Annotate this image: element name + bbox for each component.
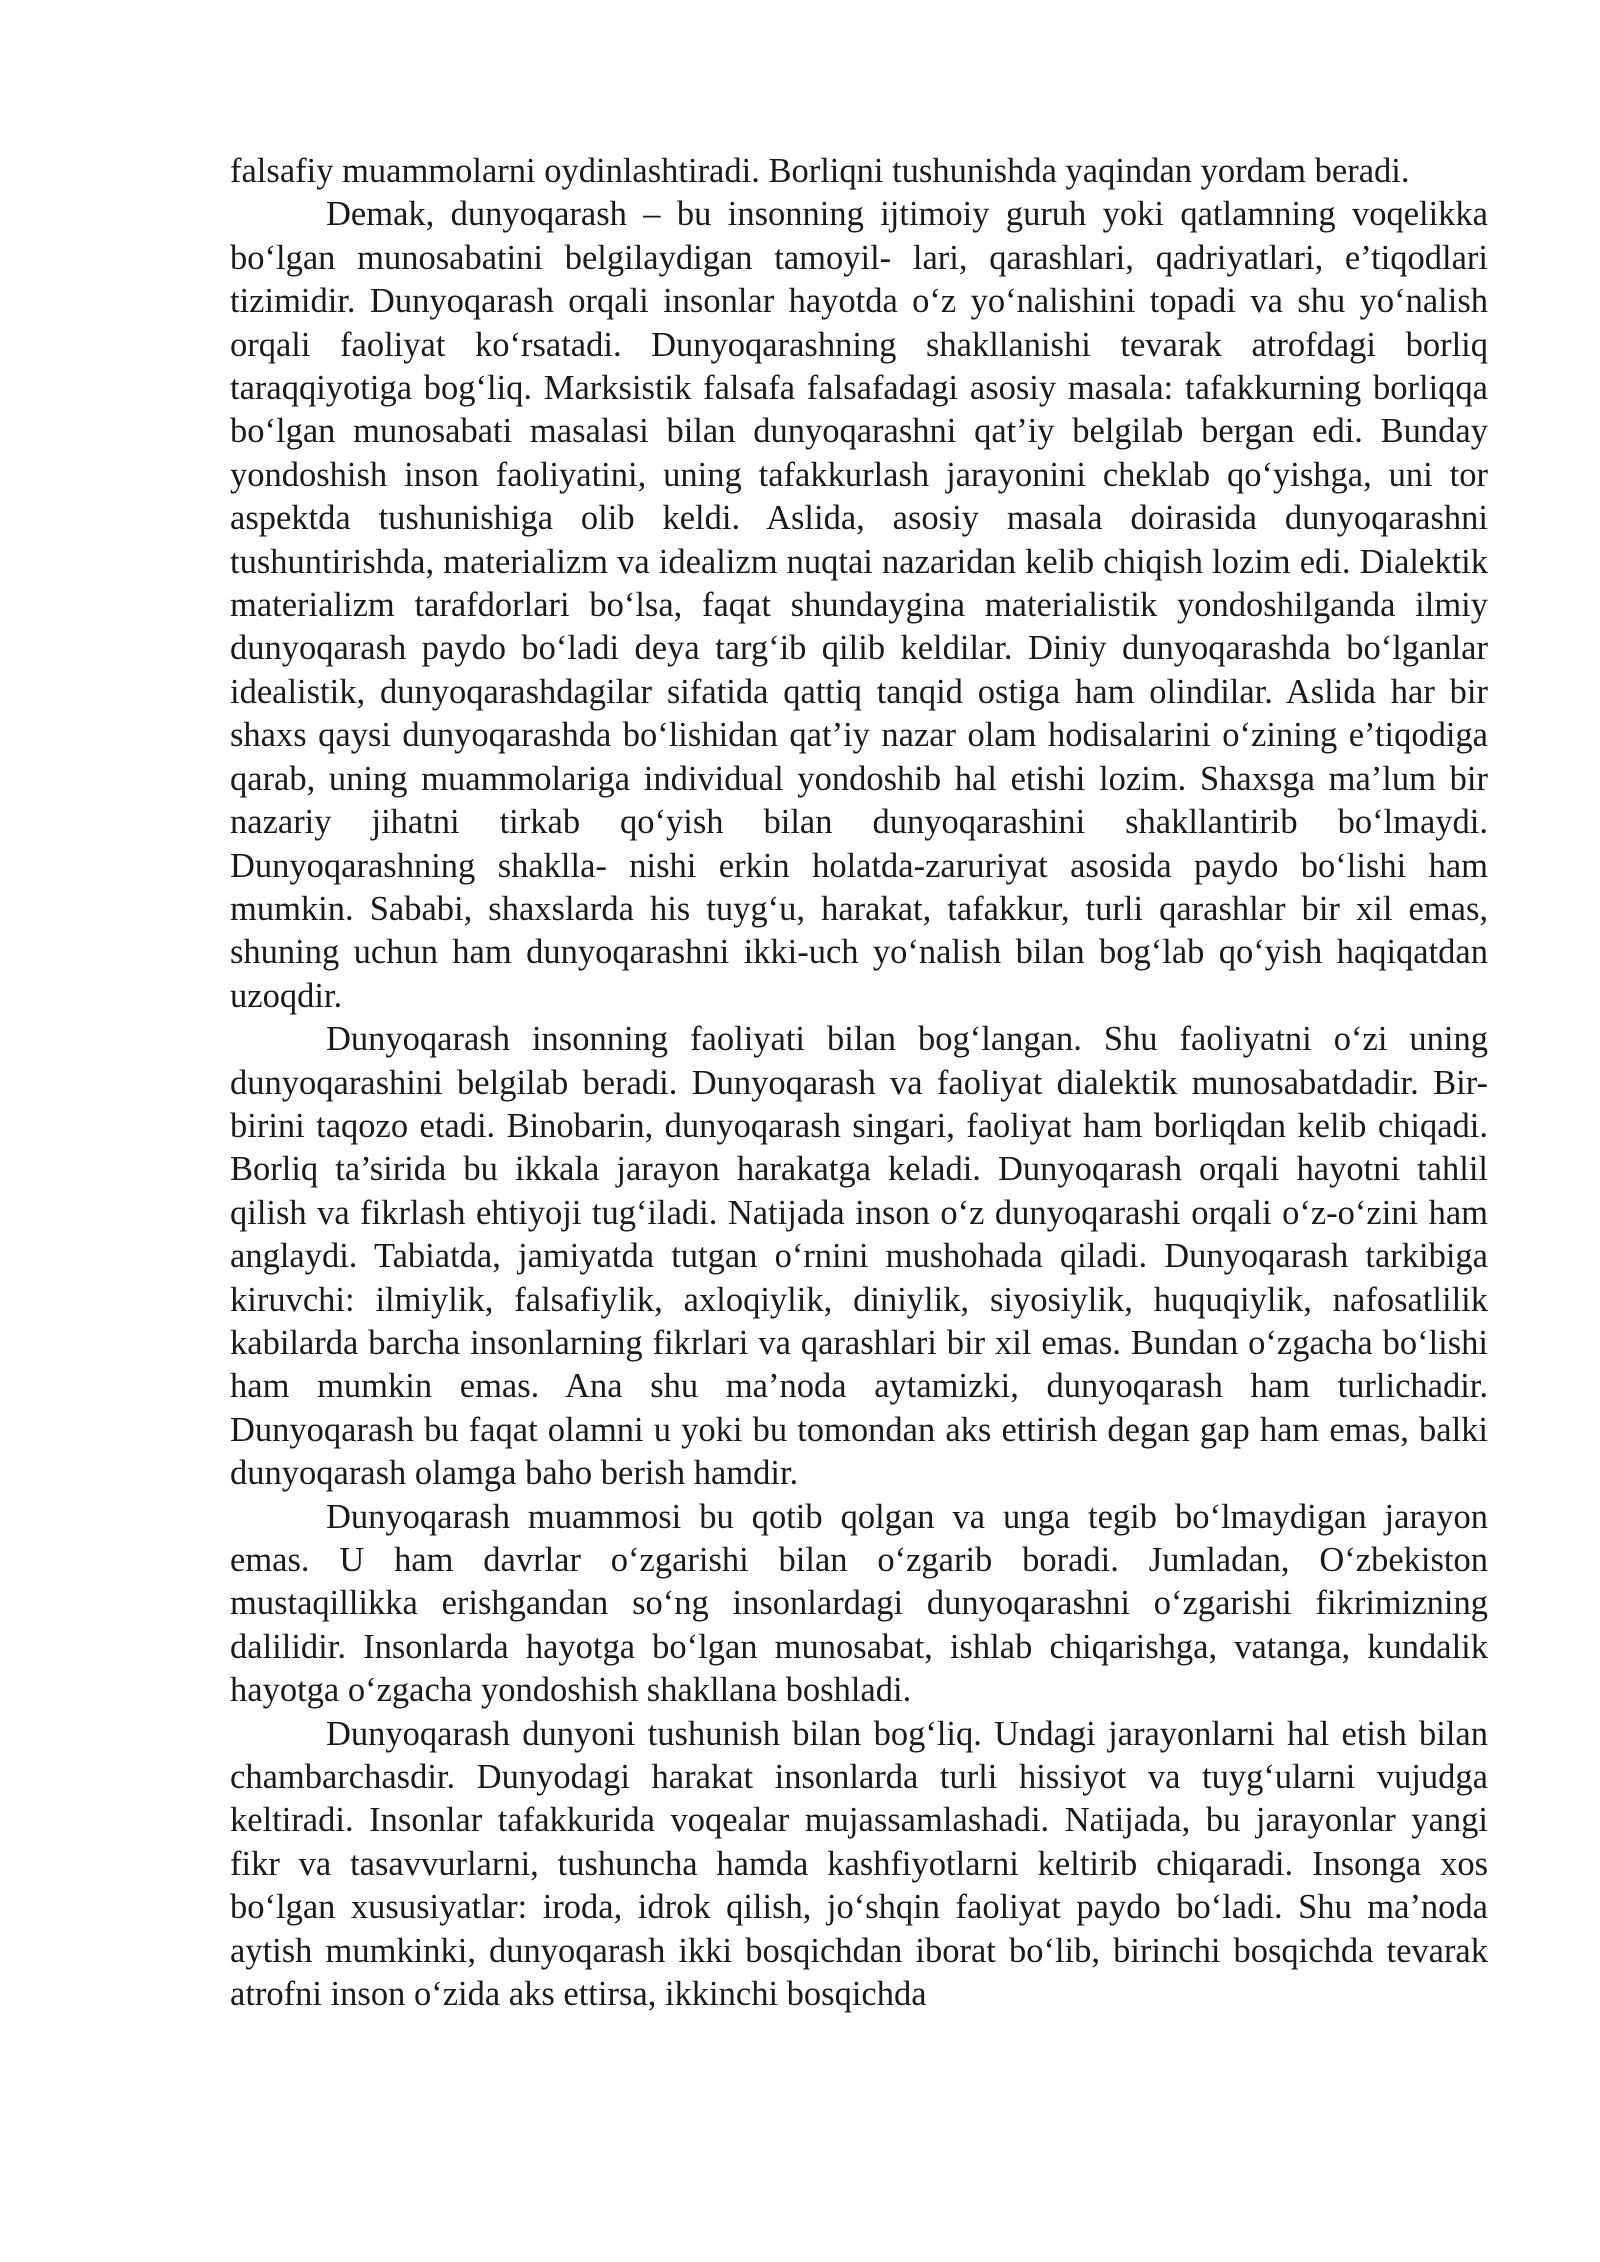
paragraph-5: Dunyoqarash dunyoni tushunish bilan bog‘liq. Undagi jarayonlarni hal etish bilan chambarchasdir. Dunyodagi harakat insonlarda turli hissiyot va tuyg‘ularni vujudga keltiradi. Insonlar tafakkurida voqealar mujassamlashadi. Natijada, bu jarayonlar yangi fikr va tasavvurlarni, tushuncha hamda kashfiyotlarni keltirib chiqaradi. Insonga xos bo‘lgan xususiyatlar: iroda, idrok qilish, jo‘shqin faoliyat paydo bo‘ladi. Shu ma’noda aytish mumkinki, dunyoqarash ikki bosqichdan iborat bo‘lib, birinchi bosqichda tevarak atrofni inson o‘zida aks ettirsa, ikkinchi bosqichda [230, 1714, 1488, 2014]
document-page [230, 150, 1488, 2016]
paragraph-1: falsafiy muammolarni oydinlashtiradi. Borliqni tushunishda yaqindan yordam beradi. [230, 152, 1410, 190]
paragraph-3: Dunyoqarash insonning faoliyati bilan bog‘langan. Shu faoliyatni o‘zi uning dunyoqarashini belgilab beradi. Dunyoqarash va faoliyat dialektik munosabatdadir. Bir-birini taqozo etadi. Binobarin, dunyoqarash singari, faoliyat ham borliqdan kelib chiqadi. Borliq ta’sirida bu ikkala jarayon harakatga keladi. Dunyoqarash orqali hayotni tahlil qilish va fikrlash ehtiyoji tug‘iladi. Natijada inson o‘z dunyoqarashi orqali o‘z-o‘zini ham anglaydi. Tabiatda, jamiyatda tutgan o‘rnini mushohada qiladi. Dunyoqarash tarkibiga kiruvchi: ilmiylik, falsafiylik, axloqiylik, diniylik, siyosiylik, huquqiylik, nafosatlilik kabilarda barcha insonlarning fikrlari va qarashlari bir xil emas. Bundan o‘zgacha bo‘lishi ham mumkin emas. Ana shu ma’noda aytamizki, dunyoqarash ham turlichadir. Dunyoqarash bu faqat olamni u yoki bu tomondan aks ettirish degan gap ham emas, balki dunyoqarash olamga baho berish hamdir. [230, 1020, 1488, 1493]
paragraph-2: Demak, dunyoqarash – bu insonning ijtimoiy guruh yoki qatlamning voqelikka bo‘lgan munosabatini belgilaydigan tamoyil- lari, qarashlari, qadriyatlari, e’tiqodlari tizimidir. Dunyoqarash orqali insonlar hayotda o‘z yo‘nalishini topadi va shu yo‘nalish orqali faoliyat ko‘rsatadi. Dunyoqarashning shakllanishi tevarak atrofdagi borliq taraqqiyotiga bog‘liq. Marksistik falsafa falsafadagi asosiy masala: tafakkurning borliqqa bo‘lgan munosabati masalasi bilan dunyoqarashni qat’iy belgilab bergan edi. Bunday yondoshish inson faoliyatini, uning tafakkurlash jarayonini cheklab qo‘yishga, uni tor aspektda tushunishiga olib keldi. Aslida, asosiy masala doirasida dunyoqarashni tushuntirishda, materializm va idealizm nuqtai nazaridan kelib chiqish lozim edi. Dialektik materializm tarafdorlari bo‘lsa, faqat shundaygina materialistik yondoshilganda ilmiy dunyoqarash paydo bo‘ladi deya targ‘ib qilib keldilar. Diniy dunyoqarashda bo‘lganlar idealistik, dunyoqarashdagilar sifatida qattiq tanqid ostiga ham olindilar. Aslida har bir shaxs qaysi dunyoqarashda bo‘lishidan qat’iy nazar olam hodisalarini o‘zining e’tiqodiga qarab, uning muammolariga individual yondoshib hal etishi lozim. Shaxsga ma’lum bir nazariy jihatni tirkab qo‘yish bilan dunyoqarashini shakllantirib bo‘lmaydi. Dunyoqarashning shaklla- nishi erkin holatda-zaruriyat asosida paydo bo‘lishi ham mumkin. Sababi, shaxslarda his tuyg‘u, harakat, tafakkur, turli qarashlar bir xil emas, shuning uchun ham dunyoqarashni ikki-uch yo‘nalish bilan bog‘lab qo‘yish haqiqatdan uzoqdir. [230, 195, 1488, 1015]
paragraph-4: Dunyoqarash muammosi bu qotib qolgan va unga tegib bo‘lmaydigan jarayon emas. U ham davrlar o‘zgarishi bilan o‘zgarib boradi. Jumladan, O‘zbekiston mustaqillikka erishgandan so‘ng insonlardagi dunyoqarashni o‘zgarishi fikrimizning dalilidir. Insonlarda hayotga bo‘lgan munosabat, ishlab chiqarishga, vatanga, kundalik hayotga o‘zgacha yondoshish shakllana boshladi. [230, 1497, 1488, 1710]
